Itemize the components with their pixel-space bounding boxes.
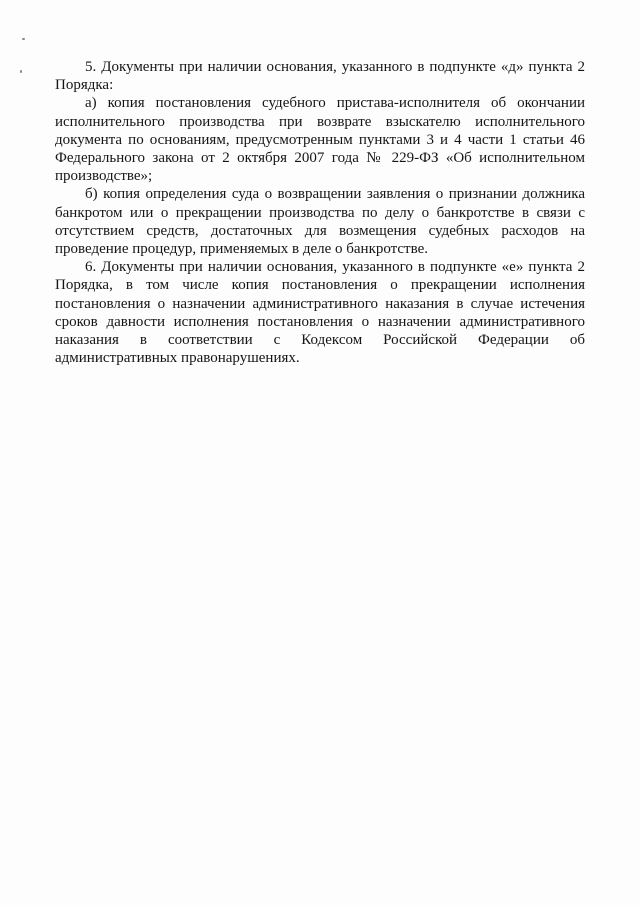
- paragraph-item-5: 5. Документы при наличии основания, указанного в подпункте «д» пункта 2 Порядка:: [55, 59, 585, 94]
- document-body: [55, 58, 585, 367]
- paragraph-subitem-a: а) копия постановления судебного пристава-исполнителя об окончании исполнительного производства при возврате взыскателю исполнительного документа по основаниям, предусмотренным пунктами 3 и 4 части 1 статьи 46 Федерального закона от 2 октября 2007 года № 229-ФЗ «Об исполнительном производстве»;: [55, 95, 585, 185]
- paragraph-item-6: 6. Документы при наличии основания, указанного в подпункте «е» пункта 2 Порядка, в том числе копия постановления о прекращении исполнения постановления о назначении административного наказания в случае истечения сроков давности исполнения постановления о назначении административного наказания в соответствии с Кодексом Российской Федерации об административных правонарушениях.: [55, 259, 585, 367]
- paragraph-subitem-b: б) копия определения суда о возвращении заявления о признании должника банкротом или о прекращении производства по делу о банкротстве в связи с отсутствием средств, достаточных для возмещения судебных расходов на проведение процедур, применяемых в деле о банкротстве.: [55, 186, 585, 258]
- scan-speck: [20, 70, 22, 73]
- scan-speck: [22, 38, 25, 40]
